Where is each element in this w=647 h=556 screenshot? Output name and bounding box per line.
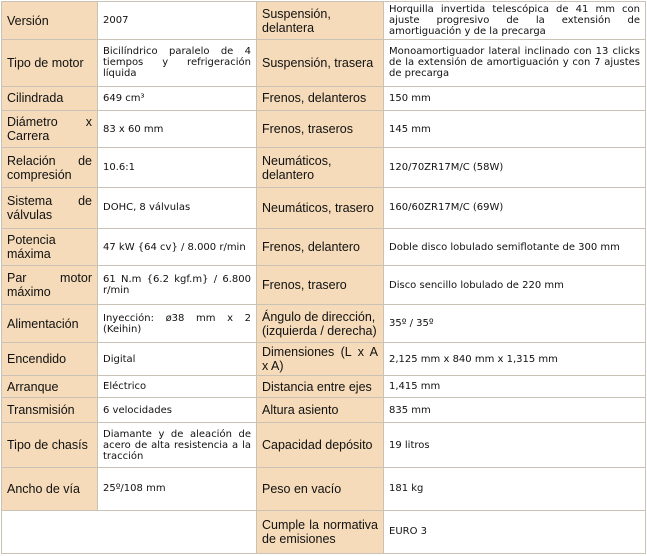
label-fuel-system: Alimentación [2, 305, 98, 343]
value-frame: Diamante y de aleación de acero de alta resistencia a la tracción [98, 422, 257, 467]
value-front-brake: Doble disco lobulado semiflotante de 300 mm [384, 228, 646, 265]
spec-table [1, 1, 646, 554]
label-rear-brake: Frenos, trasero [257, 266, 384, 305]
label-dry-weight: Peso en vacío [257, 468, 384, 510]
label-front-brake: Frenos, delantero [257, 228, 384, 265]
value-ignition: Digital [98, 343, 257, 376]
spec-row-starter [2, 376, 646, 398]
label-steering-angle: Ángulo de dirección, (izquierda / derecha) [257, 305, 384, 343]
label-transmission: Transmisión [2, 398, 98, 423]
value-dimensions: 2,125 mm x 840 mm x 1,315 mm [384, 343, 646, 376]
spec-row-frame [2, 422, 646, 467]
value-emissions: EURO 3 [384, 510, 646, 553]
value-power: 47 kW {64 cv} / 8.000 r/min [98, 228, 257, 265]
spec-row-displacement [2, 86, 646, 111]
value-engine-type: Bicilíndrico paralelo de 4 tiempos y refrigeración líquida [98, 40, 257, 86]
label-ignition: Encendido [2, 343, 98, 376]
label-front-suspension: Suspensión, delantera [257, 2, 384, 40]
value-displacement: 649 cm³ [98, 86, 257, 111]
spec-row-valves [2, 187, 646, 228]
label-seat-height: Altura asiento [257, 398, 384, 423]
value-wheelbase: 1,415 mm [384, 376, 646, 398]
value-rear-tire: 160/60ZR17M/C (69W) [384, 187, 646, 228]
label-track-width: Ancho de vía [2, 468, 98, 510]
label-bore-stroke: Diámetro x Carrera [2, 111, 98, 148]
value-rear-brakes: 145 mm [384, 111, 646, 148]
value-rear-brake: Disco sencillo lobulado de 220 mm [384, 266, 646, 305]
spec-row-transmission [2, 398, 646, 423]
label-displacement: Cilindrada [2, 86, 98, 111]
label-engine-type: Tipo de motor [2, 40, 98, 86]
value-fuel-system: Inyección: ø38 mm x 2 (Keihin) [98, 305, 257, 343]
spec-row-engine-type [2, 40, 646, 86]
label-rear-suspension: Suspensión, trasera [257, 40, 384, 86]
value-torque: 61 N.m {6.2 kgf.m} / 6.800 r/min [98, 266, 257, 305]
spec-row-ignition [2, 343, 646, 376]
label-front-tire: Neumáticos, delantero [257, 148, 384, 187]
value-bore-stroke: 83 x 60 mm [98, 111, 257, 148]
spec-row-fuel-system [2, 305, 646, 343]
label-rear-tire: Neumáticos, trasero [257, 187, 384, 228]
label-valves: Sistema de válvulas [2, 187, 98, 228]
value-transmission: 6 velocidades [98, 398, 257, 423]
label-torque: Par motor máximo [2, 266, 98, 305]
value-rear-suspension: Monoamortiguador lateral inclinado con 13 clicks de la extensión de amortiguación y con 7 ajustes de precarga [384, 40, 646, 86]
value-version: 2007 [98, 2, 257, 40]
value-front-suspension: Horquilla invertida telescópica de 41 mm con ajuste progresivo de la extensión de amortiguación y de la precarga [384, 2, 646, 40]
value-seat-height: 835 mm [384, 398, 646, 423]
value-valves: DOHC, 8 válvulas [98, 187, 257, 228]
spec-row-power [2, 228, 646, 265]
label-compression: Relación de compresión [2, 148, 98, 187]
value-track-width: 25º/108 mm [98, 468, 257, 510]
value-dry-weight: 181 kg [384, 468, 646, 510]
value-starter: Eléctrico [98, 376, 257, 398]
empty-cell [2, 510, 257, 553]
label-emissions: Cumple la normativa de emisiones [257, 510, 384, 553]
spec-row-emissions [2, 510, 646, 553]
label-version: Versión [2, 2, 98, 40]
label-rear-brakes: Frenos, traseros [257, 111, 384, 148]
spec-row-compression [2, 148, 646, 187]
spec-row-version [2, 2, 646, 40]
value-compression: 10.6:1 [98, 148, 257, 187]
spec-row-track-width [2, 468, 646, 510]
label-wheelbase: Distancia entre ejes [257, 376, 384, 398]
label-front-brakes: Frenos, delanteros [257, 86, 384, 111]
value-front-brakes: 150 mm [384, 86, 646, 111]
label-power: Potencia máxima [2, 228, 98, 265]
spec-row-bore-stroke [2, 111, 646, 148]
label-tank-capacity: Capacidad depósito [257, 422, 384, 467]
label-frame: Tipo de chasís [2, 422, 98, 467]
value-tank-capacity: 19 litros [384, 422, 646, 467]
value-steering-angle: 35º / 35º [384, 305, 646, 343]
value-front-tire: 120/70ZR17M/C (58W) [384, 148, 646, 187]
label-dimensions: Dimensiones (L x A x A) [257, 343, 384, 376]
label-starter: Arranque [2, 376, 98, 398]
spec-row-torque [2, 266, 646, 305]
